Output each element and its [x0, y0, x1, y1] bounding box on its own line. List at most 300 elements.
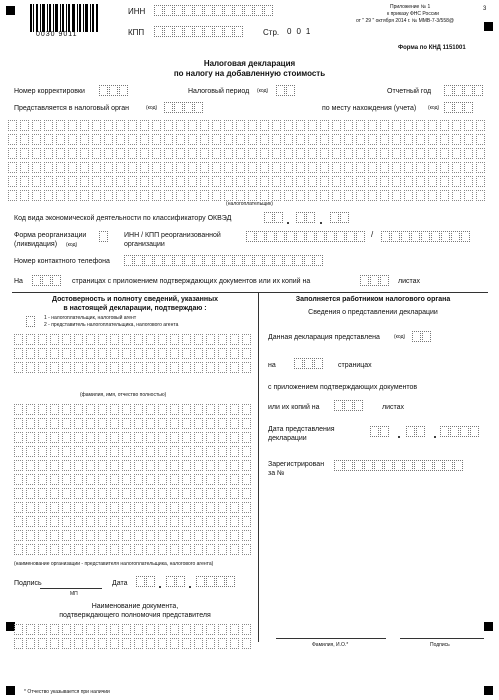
- char-cell[interactable]: [416, 190, 425, 201]
- char-cell[interactable]: [394, 460, 403, 471]
- char-cell[interactable]: [182, 474, 191, 485]
- char-cell[interactable]: [158, 624, 167, 635]
- char-cell[interactable]: [194, 474, 203, 485]
- char-cell[interactable]: [218, 488, 227, 499]
- char-cell[interactable]: [14, 418, 23, 429]
- char-cell[interactable]: [134, 516, 143, 527]
- char-cell[interactable]: [14, 362, 23, 373]
- char-cell[interactable]: [170, 530, 179, 541]
- char-cell[interactable]: [26, 446, 35, 457]
- char-cell[interactable]: [206, 474, 215, 485]
- char-cell[interactable]: [344, 176, 353, 187]
- char-cell[interactable]: [176, 120, 185, 131]
- char-cell[interactable]: [110, 362, 119, 373]
- char-cell[interactable]: [154, 255, 163, 266]
- char-cell[interactable]: [74, 348, 83, 359]
- char-cell[interactable]: [274, 212, 283, 223]
- char-cell[interactable]: [308, 176, 317, 187]
- char-cell[interactable]: [392, 162, 401, 173]
- char-cell[interactable]: [140, 162, 149, 173]
- char-cell[interactable]: [260, 162, 269, 173]
- officer-fio-line[interactable]: [276, 638, 386, 639]
- char-cell[interactable]: [26, 530, 35, 541]
- char-cell[interactable]: [26, 362, 35, 373]
- char-cell[interactable]: [170, 362, 179, 373]
- char-cell[interactable]: [98, 348, 107, 359]
- char-cell[interactable]: [14, 404, 23, 415]
- char-cell[interactable]: [356, 134, 365, 145]
- char-cell[interactable]: [44, 176, 53, 187]
- char-cell[interactable]: [401, 231, 410, 242]
- char-cell[interactable]: [122, 544, 131, 555]
- char-cell[interactable]: [152, 190, 161, 201]
- char-cell[interactable]: [242, 488, 251, 499]
- char-cell[interactable]: [68, 148, 77, 159]
- char-cell[interactable]: [354, 460, 363, 471]
- char-cell[interactable]: [200, 148, 209, 159]
- char-cell[interactable]: [62, 502, 71, 513]
- char-cell[interactable]: [368, 162, 377, 173]
- char-cell[interactable]: [122, 516, 131, 527]
- char-cell[interactable]: [206, 446, 215, 457]
- char-cell[interactable]: [110, 502, 119, 513]
- char-cell[interactable]: [146, 418, 155, 429]
- char-cell[interactable]: [326, 231, 335, 242]
- char-cell[interactable]: [464, 120, 473, 131]
- char-cell[interactable]: [431, 231, 440, 242]
- char-cell[interactable]: [392, 190, 401, 201]
- char-cell[interactable]: [26, 404, 35, 415]
- char-cell[interactable]: [86, 638, 95, 649]
- char-cell[interactable]: [194, 638, 203, 649]
- char-cell[interactable]: [110, 488, 119, 499]
- char-cell[interactable]: [136, 576, 145, 587]
- char-cell[interactable]: [8, 120, 17, 131]
- char-cell[interactable]: [242, 530, 251, 541]
- char-cell[interactable]: [444, 85, 453, 96]
- correction-number-input[interactable]: [99, 85, 129, 96]
- char-cell[interactable]: [476, 148, 485, 159]
- char-cell[interactable]: [316, 231, 325, 242]
- char-cell[interactable]: [188, 176, 197, 187]
- char-cell[interactable]: [274, 255, 283, 266]
- char-cell[interactable]: [86, 516, 95, 527]
- char-cell[interactable]: [124, 255, 133, 266]
- char-cell[interactable]: [109, 85, 118, 96]
- char-cell[interactable]: [194, 544, 203, 555]
- char-cell[interactable]: [464, 134, 473, 145]
- char-cell[interactable]: [332, 120, 341, 131]
- char-cell[interactable]: [116, 176, 125, 187]
- char-cell[interactable]: [38, 404, 47, 415]
- char-cell[interactable]: [368, 190, 377, 201]
- char-cell[interactable]: [200, 162, 209, 173]
- char-cell[interactable]: [294, 255, 303, 266]
- char-cell[interactable]: [380, 120, 389, 131]
- char-cell[interactable]: [158, 446, 167, 457]
- char-cell[interactable]: [242, 516, 251, 527]
- char-cell[interactable]: [428, 134, 437, 145]
- char-cell[interactable]: [286, 85, 295, 96]
- char-cell[interactable]: [216, 576, 225, 587]
- char-cell[interactable]: [158, 418, 167, 429]
- char-cell[interactable]: [440, 176, 449, 187]
- char-cell[interactable]: [74, 418, 83, 429]
- char-cell[interactable]: [272, 162, 281, 173]
- char-cell[interactable]: [174, 255, 183, 266]
- char-cell[interactable]: [26, 418, 35, 429]
- char-cell[interactable]: [404, 148, 413, 159]
- char-cell[interactable]: [294, 358, 303, 369]
- char-cell[interactable]: [452, 162, 461, 173]
- char-cell[interactable]: [134, 334, 143, 345]
- char-cell[interactable]: [50, 348, 59, 359]
- char-cell[interactable]: [176, 162, 185, 173]
- char-cell[interactable]: [194, 446, 203, 457]
- char-cell[interactable]: [38, 418, 47, 429]
- char-cell[interactable]: [236, 134, 245, 145]
- char-cell[interactable]: [204, 26, 213, 37]
- char-cell[interactable]: [424, 460, 433, 471]
- authority-doc-grid[interactable]: [14, 624, 251, 649]
- char-cell[interactable]: [214, 255, 223, 266]
- char-cell[interactable]: [464, 176, 473, 187]
- char-cell[interactable]: [62, 544, 71, 555]
- char-cell[interactable]: [182, 334, 191, 345]
- char-cell[interactable]: [26, 316, 35, 327]
- char-cell[interactable]: [38, 460, 47, 471]
- char-cell[interactable]: [26, 624, 35, 635]
- char-cell[interactable]: [182, 404, 191, 415]
- char-cell[interactable]: [230, 638, 239, 649]
- char-cell[interactable]: [146, 516, 155, 527]
- char-cell[interactable]: [152, 134, 161, 145]
- char-cell[interactable]: [32, 134, 41, 145]
- char-cell[interactable]: [370, 275, 379, 286]
- char-cell[interactable]: [428, 176, 437, 187]
- date-month-input[interactable]: [166, 576, 186, 587]
- char-cell[interactable]: [144, 255, 153, 266]
- char-cell[interactable]: [224, 176, 233, 187]
- char-cell[interactable]: [200, 176, 209, 187]
- char-cell[interactable]: [200, 120, 209, 131]
- char-cell[interactable]: [444, 102, 453, 113]
- char-cell[interactable]: [356, 190, 365, 201]
- char-cell[interactable]: [134, 446, 143, 457]
- char-cell[interactable]: [134, 502, 143, 513]
- char-cell[interactable]: [74, 404, 83, 415]
- char-cell[interactable]: [86, 362, 95, 373]
- char-cell[interactable]: [158, 516, 167, 527]
- char-cell[interactable]: [344, 190, 353, 201]
- char-cell[interactable]: [86, 404, 95, 415]
- char-cell[interactable]: [50, 418, 59, 429]
- char-cell[interactable]: [80, 148, 89, 159]
- okved-input-1[interactable]: [264, 212, 284, 223]
- char-cell[interactable]: [68, 190, 77, 201]
- char-cell[interactable]: [404, 190, 413, 201]
- char-cell[interactable]: [332, 148, 341, 159]
- char-cell[interactable]: [86, 334, 95, 345]
- char-cell[interactable]: [218, 334, 227, 345]
- char-cell[interactable]: [14, 348, 23, 359]
- char-cell[interactable]: [188, 134, 197, 145]
- char-cell[interactable]: [234, 26, 243, 37]
- char-cell[interactable]: [38, 638, 47, 649]
- char-cell[interactable]: [464, 85, 473, 96]
- char-cell[interactable]: [74, 502, 83, 513]
- char-cell[interactable]: [38, 544, 47, 555]
- char-cell[interactable]: [182, 348, 191, 359]
- char-cell[interactable]: [20, 120, 29, 131]
- char-cell[interactable]: [404, 460, 413, 471]
- char-cell[interactable]: [146, 404, 155, 415]
- char-cell[interactable]: [380, 190, 389, 201]
- char-cell[interactable]: [308, 148, 317, 159]
- char-cell[interactable]: [194, 255, 203, 266]
- char-cell[interactable]: [92, 148, 101, 159]
- char-cell[interactable]: [62, 530, 71, 541]
- char-cell[interactable]: [248, 176, 257, 187]
- char-cell[interactable]: [14, 474, 23, 485]
- char-cell[interactable]: [62, 474, 71, 485]
- char-cell[interactable]: [122, 530, 131, 541]
- char-cell[interactable]: [454, 102, 463, 113]
- char-cell[interactable]: [266, 231, 275, 242]
- char-cell[interactable]: [62, 362, 71, 373]
- char-cell[interactable]: [406, 426, 415, 437]
- char-cell[interactable]: [206, 460, 215, 471]
- char-cell[interactable]: [170, 446, 179, 457]
- char-cell[interactable]: [304, 255, 313, 266]
- char-cell[interactable]: [128, 148, 137, 159]
- char-cell[interactable]: [50, 530, 59, 541]
- char-cell[interactable]: [26, 460, 35, 471]
- char-cell[interactable]: [140, 148, 149, 159]
- char-cell[interactable]: [50, 404, 59, 415]
- char-cell[interactable]: [206, 530, 215, 541]
- char-cell[interactable]: [158, 362, 167, 373]
- char-cell[interactable]: [356, 231, 365, 242]
- char-cell[interactable]: [284, 148, 293, 159]
- char-cell[interactable]: [272, 120, 281, 131]
- char-cell[interactable]: [188, 162, 197, 173]
- char-cell[interactable]: [206, 432, 215, 443]
- char-cell[interactable]: [170, 334, 179, 345]
- char-cell[interactable]: [164, 26, 173, 37]
- char-cell[interactable]: [476, 176, 485, 187]
- char-cell[interactable]: [152, 148, 161, 159]
- char-cell[interactable]: [170, 404, 179, 415]
- char-cell[interactable]: [134, 432, 143, 443]
- char-cell[interactable]: [62, 334, 71, 345]
- char-cell[interactable]: [296, 176, 305, 187]
- char-cell[interactable]: [110, 348, 119, 359]
- char-cell[interactable]: [56, 190, 65, 201]
- char-cell[interactable]: [230, 404, 239, 415]
- submitted-to-input[interactable]: [164, 102, 204, 113]
- char-cell[interactable]: [50, 488, 59, 499]
- char-cell[interactable]: [242, 502, 251, 513]
- char-cell[interactable]: [242, 418, 251, 429]
- char-cell[interactable]: [380, 176, 389, 187]
- char-cell[interactable]: [254, 255, 263, 266]
- char-cell[interactable]: [86, 474, 95, 485]
- char-cell[interactable]: [62, 418, 71, 429]
- char-cell[interactable]: [182, 446, 191, 457]
- char-cell[interactable]: [218, 348, 227, 359]
- char-cell[interactable]: [264, 212, 273, 223]
- char-cell[interactable]: [182, 516, 191, 527]
- char-cell[interactable]: [20, 190, 29, 201]
- char-cell[interactable]: [98, 334, 107, 345]
- char-cell[interactable]: [272, 190, 281, 201]
- char-cell[interactable]: [110, 530, 119, 541]
- char-cell[interactable]: [284, 162, 293, 173]
- char-cell[interactable]: [50, 460, 59, 471]
- char-cell[interactable]: [320, 148, 329, 159]
- char-cell[interactable]: [116, 190, 125, 201]
- char-cell[interactable]: [26, 334, 35, 345]
- char-cell[interactable]: [146, 348, 155, 359]
- signer-fio-grid[interactable]: [14, 334, 251, 373]
- char-cell[interactable]: [176, 576, 185, 587]
- char-cell[interactable]: [248, 190, 257, 201]
- char-cell[interactable]: [182, 460, 191, 471]
- char-cell[interactable]: [224, 255, 233, 266]
- char-cell[interactable]: [194, 102, 203, 113]
- char-cell[interactable]: [182, 502, 191, 513]
- char-cell[interactable]: [230, 348, 239, 359]
- char-cell[interactable]: [44, 120, 53, 131]
- char-cell[interactable]: [98, 530, 107, 541]
- char-cell[interactable]: [158, 432, 167, 443]
- char-cell[interactable]: [206, 516, 215, 527]
- char-cell[interactable]: [110, 432, 119, 443]
- char-cell[interactable]: [242, 404, 251, 415]
- location-input[interactable]: [444, 102, 474, 113]
- char-cell[interactable]: [476, 134, 485, 145]
- char-cell[interactable]: [182, 624, 191, 635]
- char-cell[interactable]: [26, 544, 35, 555]
- char-cell[interactable]: [416, 176, 425, 187]
- char-cell[interactable]: [296, 231, 305, 242]
- char-cell[interactable]: [206, 362, 215, 373]
- char-cell[interactable]: [38, 362, 47, 373]
- char-cell[interactable]: [62, 404, 71, 415]
- char-cell[interactable]: [38, 474, 47, 485]
- char-cell[interactable]: [74, 624, 83, 635]
- char-cell[interactable]: [98, 446, 107, 457]
- char-cell[interactable]: [421, 231, 430, 242]
- char-cell[interactable]: [296, 212, 305, 223]
- char-cell[interactable]: [194, 334, 203, 345]
- char-cell[interactable]: [344, 148, 353, 159]
- char-cell[interactable]: [62, 348, 71, 359]
- char-cell[interactable]: [464, 162, 473, 173]
- char-cell[interactable]: [188, 148, 197, 159]
- char-cell[interactable]: [86, 502, 95, 513]
- char-cell[interactable]: [308, 134, 317, 145]
- char-cell[interactable]: [428, 148, 437, 159]
- char-cell[interactable]: [414, 460, 423, 471]
- char-cell[interactable]: [272, 148, 281, 159]
- char-cell[interactable]: [62, 488, 71, 499]
- char-cell[interactable]: [68, 176, 77, 187]
- char-cell[interactable]: [164, 162, 173, 173]
- char-cell[interactable]: [184, 26, 193, 37]
- char-cell[interactable]: [32, 176, 41, 187]
- char-cell[interactable]: [194, 362, 203, 373]
- char-cell[interactable]: [206, 576, 215, 587]
- char-cell[interactable]: [98, 418, 107, 429]
- char-cell[interactable]: [140, 176, 149, 187]
- char-cell[interactable]: [224, 190, 233, 201]
- char-cell[interactable]: [116, 148, 125, 159]
- char-cell[interactable]: [50, 474, 59, 485]
- char-cell[interactable]: [14, 638, 23, 649]
- char-cell[interactable]: [50, 516, 59, 527]
- char-cell[interactable]: [452, 176, 461, 187]
- char-cell[interactable]: [20, 134, 29, 145]
- char-cell[interactable]: [224, 148, 233, 159]
- char-cell[interactable]: [152, 162, 161, 173]
- char-cell[interactable]: [404, 120, 413, 131]
- char-cell[interactable]: [38, 446, 47, 457]
- char-cell[interactable]: [308, 162, 317, 173]
- char-cell[interactable]: [364, 460, 373, 471]
- char-cell[interactable]: [184, 102, 193, 113]
- char-cell[interactable]: [38, 530, 47, 541]
- char-cell[interactable]: [200, 134, 209, 145]
- char-cell[interactable]: [134, 638, 143, 649]
- char-cell[interactable]: [122, 638, 131, 649]
- char-cell[interactable]: [174, 5, 183, 16]
- char-cell[interactable]: [476, 190, 485, 201]
- char-cell[interactable]: [98, 516, 107, 527]
- char-cell[interactable]: [272, 176, 281, 187]
- char-cell[interactable]: [86, 460, 95, 471]
- char-cell[interactable]: [56, 134, 65, 145]
- char-cell[interactable]: [320, 120, 329, 131]
- char-cell[interactable]: [230, 544, 239, 555]
- char-cell[interactable]: [224, 162, 233, 173]
- char-cell[interactable]: [182, 432, 191, 443]
- char-cell[interactable]: [146, 488, 155, 499]
- char-cell[interactable]: [98, 624, 107, 635]
- char-cell[interactable]: [196, 576, 205, 587]
- char-cell[interactable]: [146, 638, 155, 649]
- registration-number-input[interactable]: [334, 460, 464, 471]
- char-cell[interactable]: [244, 255, 253, 266]
- char-cell[interactable]: [330, 212, 339, 223]
- char-cell[interactable]: [206, 544, 215, 555]
- char-cell[interactable]: [122, 488, 131, 499]
- char-cell[interactable]: [230, 502, 239, 513]
- char-cell[interactable]: [242, 460, 251, 471]
- char-cell[interactable]: [62, 624, 71, 635]
- char-cell[interactable]: [218, 624, 227, 635]
- char-cell[interactable]: [416, 120, 425, 131]
- char-cell[interactable]: [206, 624, 215, 635]
- char-cell[interactable]: [404, 162, 413, 173]
- char-cell[interactable]: [26, 488, 35, 499]
- char-cell[interactable]: [440, 148, 449, 159]
- signature-line[interactable]: [40, 588, 102, 589]
- char-cell[interactable]: [134, 530, 143, 541]
- char-cell[interactable]: [248, 148, 257, 159]
- char-cell[interactable]: [182, 638, 191, 649]
